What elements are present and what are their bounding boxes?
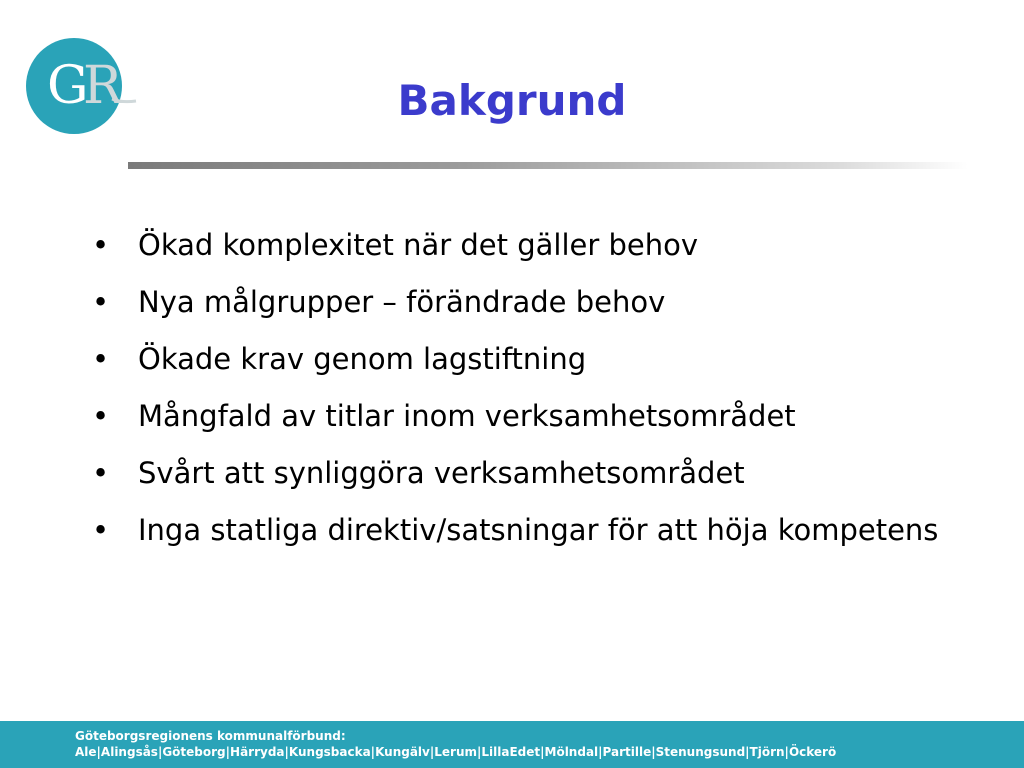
bullet-marker: • <box>92 285 110 319</box>
bullet-text: Nya målgrupper – förändrade behov <box>138 285 666 319</box>
bullet-item <box>92 341 972 378</box>
footer-bar <box>0 721 1024 768</box>
bullet-text: Svårt att synliggöra verksamhetsområdet <box>138 456 745 490</box>
slide-title: Bakgrund <box>397 76 627 125</box>
bullet-item <box>92 284 972 321</box>
bullet-text: Ökade krav genom lagstiftning <box>138 342 587 376</box>
bullet-item <box>92 227 972 264</box>
bullet-list <box>92 227 972 569</box>
bullet-marker: • <box>92 456 110 490</box>
footer-org-name: Göteborgsregionens kommunalförbund: <box>75 729 346 743</box>
bullet-marker: • <box>92 513 110 547</box>
bullet-marker: • <box>92 342 110 376</box>
footer-municipalities: Ale|Alingsås|Göteborg|Härryda|Kungsbacka|Kungälv|Lerum|LillaEdet|Mölndal|Partille|Stenungsund|Tjörn|Öckerö <box>75 745 837 759</box>
bullet-item <box>92 398 972 435</box>
bullet-text: Inga statliga direktiv/satsningar för att höja kompetens <box>138 513 939 547</box>
bullet-item <box>92 455 972 492</box>
bullet-text: Mångfald av titlar inom verksamhetsområdet <box>138 399 796 433</box>
bullet-text: Ökad komplexitet när det gäller behov <box>138 228 699 262</box>
bullet-marker: • <box>92 228 110 262</box>
title-divider <box>128 162 968 169</box>
logo-letter-r: R <box>83 56 123 116</box>
bullet-item <box>92 512 972 549</box>
bullet-marker: • <box>92 399 110 433</box>
logo-letter-g: G <box>47 56 89 116</box>
